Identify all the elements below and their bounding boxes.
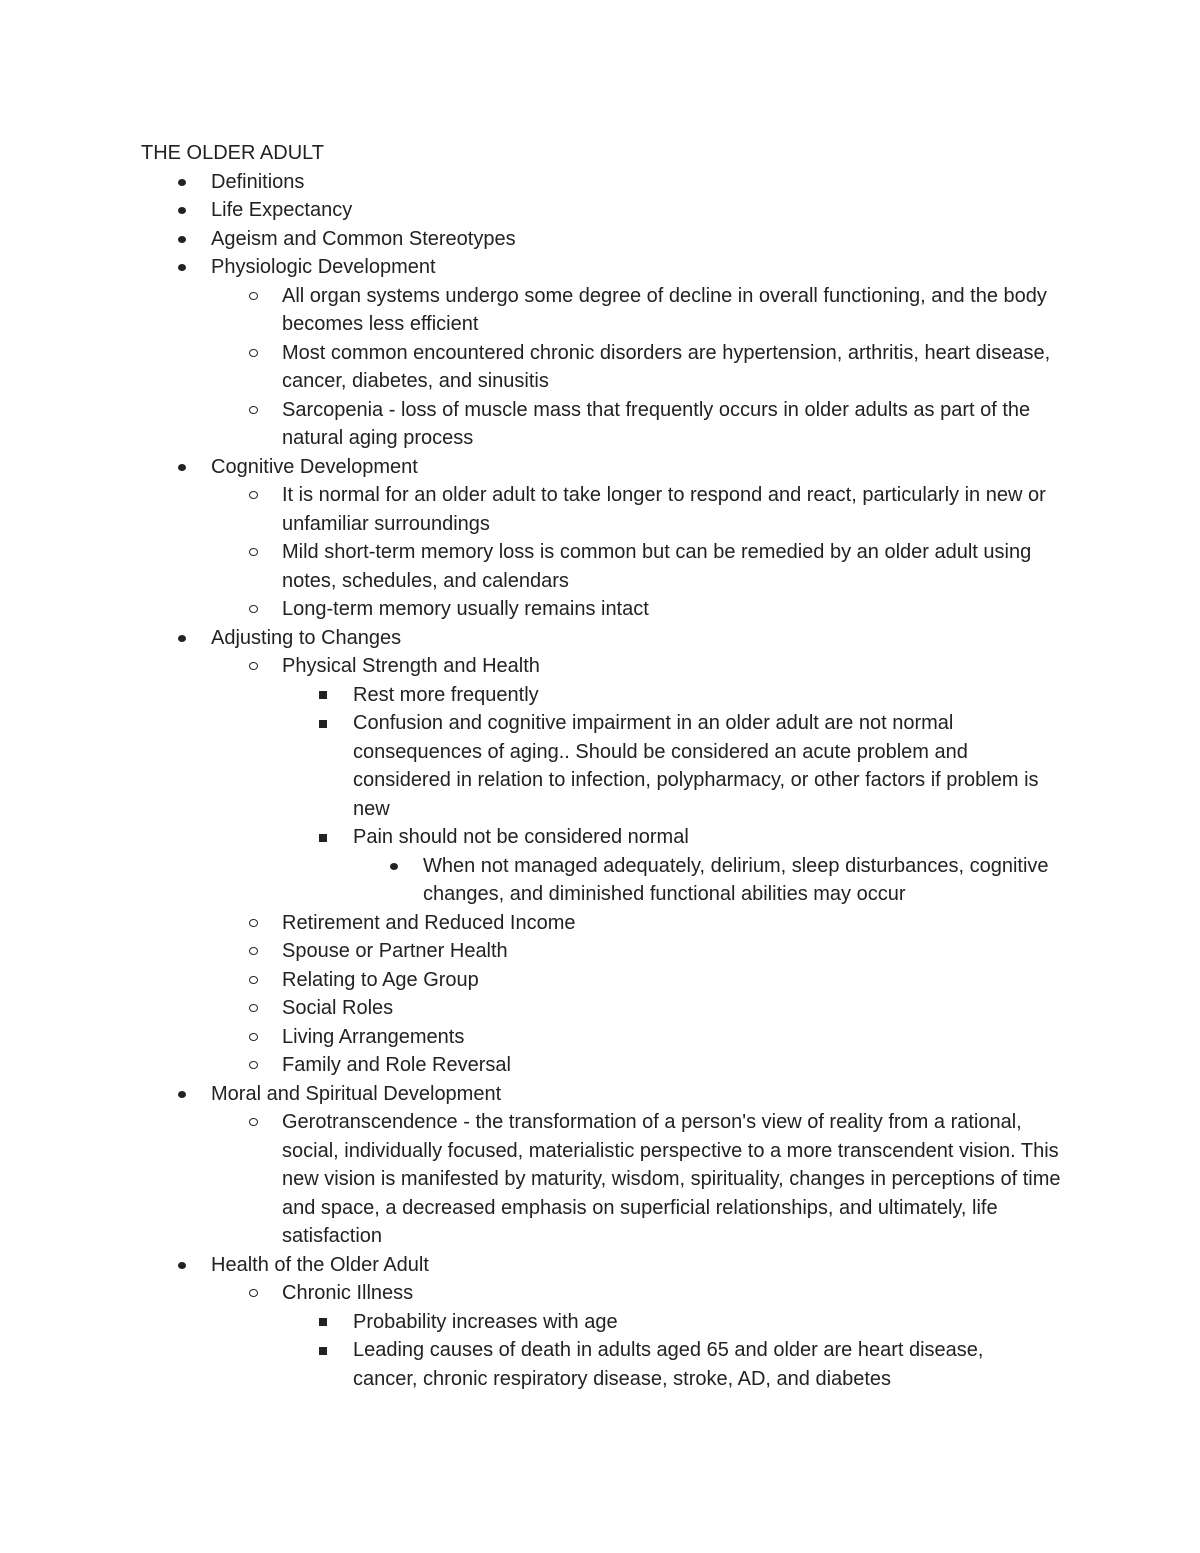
list-item: [0, 823, 1200, 909]
list-item-text: Physical Strength and Health: [282, 655, 540, 677]
list-item: [0, 652, 1200, 909]
list-item: [0, 282, 1200, 339]
bullet-ring-icon: [249, 1061, 258, 1069]
list-item-text: Retirement and Reduced Income: [282, 911, 576, 934]
list-item-text: Social Roles: [282, 997, 394, 1019]
outline-level-2: [0, 1108, 1200, 1251]
page-title: THE OLDER ADULT: [141, 142, 324, 164]
bullet-square-icon: [319, 834, 327, 842]
list-item: [0, 481, 1200, 538]
bullet-ring-icon: [249, 1118, 258, 1126]
list-item-text: Pain should not be considered normal: [353, 826, 689, 848]
bullet-ring-icon: [249, 662, 258, 670]
bullet-dot-icon: [178, 464, 186, 471]
list-item-text: Physiologic Development: [211, 256, 436, 278]
list-item-text: Chronic Illness: [282, 1282, 414, 1304]
bullet-ring-icon: [249, 919, 258, 927]
bullet-dot-icon: [178, 207, 186, 214]
list-item-text: Adjusting to Changes: [211, 626, 402, 649]
list-item-text: Ageism and Common Stereotypes: [211, 227, 516, 250]
bullet-ring-icon: [249, 605, 258, 613]
bullet-dot-icon: [178, 1262, 186, 1269]
list-item: [0, 168, 1200, 197]
list-item-text: Moral and Spiritual Development: [211, 1082, 502, 1105]
bullet-dot-icon: [178, 264, 186, 271]
outline-level-3: [0, 1308, 1200, 1394]
bullet-square-icon: [319, 691, 327, 699]
list-item: [0, 339, 1200, 396]
bullet-dot-icon: [178, 236, 186, 243]
bullet-ring-icon: [249, 491, 258, 499]
list-item-text: It is normal for an older adult to take longer to respond and react, particularly in new or unfamiliar surroundings: [282, 484, 1046, 535]
list-item-text: Sarcopenia - loss of muscle mass that frequently occurs in older adults as part of the natural aging process: [282, 398, 1031, 449]
bullet-ring-icon: [249, 1289, 258, 1297]
outline-level-2: [0, 1279, 1200, 1393]
bullet-square-icon: [319, 1318, 327, 1326]
list-item-text: Spouse or Partner Health: [282, 940, 508, 962]
list-item: [0, 1051, 1200, 1080]
outline-level-1: [0, 168, 1200, 1394]
outline-level-2: [0, 652, 1200, 1080]
list-item: [0, 595, 1200, 624]
list-item: [0, 681, 1200, 710]
list-item: [0, 909, 1200, 938]
bullet-dot-icon: [178, 635, 186, 642]
list-item-text: Mild short-term memory loss is common but can be remedied by an older adult using notes, schedules, and calendars: [282, 541, 1032, 592]
list-item: [0, 538, 1200, 595]
list-item-text: Gerotranscendence - the transformation of a person's view of reality from a rational, social, individually focused, materialistic perspective to a more transcendent vision. This new vision is manifested by maturity, wisdom, spirituality, changes in perceptions of time and space, a decreased emphasis on superficial relationships, and ultimately, life satisfaction: [282, 1111, 1061, 1247]
list-item-text: Long-term memory usually remains intact: [282, 598, 649, 620]
list-item: [0, 196, 1200, 225]
list-item: [0, 624, 1200, 1080]
list-item-text: Relating to Age Group: [282, 968, 479, 991]
bullet-square-icon: [319, 720, 327, 728]
list-item: [0, 1336, 1200, 1393]
bullet-dot-icon: [178, 179, 186, 186]
list-item-text: Leading causes of death in adults aged 65 and older are heart disease, cancer, chronic respiratory disease, stroke, AD, and diabetes: [353, 1339, 984, 1390]
list-item: [0, 1279, 1200, 1393]
list-item-text: Living Arrangements: [282, 1025, 465, 1048]
bullet-ring-icon: [249, 947, 258, 955]
list-item: [0, 1080, 1200, 1251]
list-item-text: Life Expectancy: [211, 199, 353, 221]
list-item: [0, 1308, 1200, 1337]
list-item: [0, 852, 1200, 909]
list-item: [0, 709, 1200, 823]
list-item: [0, 1023, 1200, 1052]
list-item: [0, 253, 1200, 453]
bullet-ring-icon: [249, 349, 258, 357]
outline-list: [0, 168, 1200, 1394]
list-item: [0, 225, 1200, 254]
list-item-text: Health of the Older Adult: [211, 1253, 429, 1276]
outline-level-2: [0, 282, 1200, 453]
list-item: [0, 396, 1200, 453]
list-item: [0, 1108, 1200, 1251]
bullet-ring-icon: [249, 1033, 258, 1041]
list-item-text: Probability increases with age: [353, 1310, 618, 1333]
bullet-ring-icon: [249, 406, 258, 414]
list-item-text: Cognitive Development: [211, 455, 418, 478]
bullet-ring-icon: [249, 976, 258, 984]
bullet-ring-icon: [249, 548, 258, 556]
list-item: [0, 453, 1200, 624]
list-item: [0, 966, 1200, 995]
outline-level-4: [0, 852, 1200, 909]
bullet-ring-icon: [249, 1004, 258, 1012]
bullet-square-icon: [319, 1347, 327, 1355]
list-item: [0, 937, 1200, 966]
bullet-dot-icon: [390, 863, 398, 870]
bullet-dot-icon: [178, 1091, 186, 1098]
list-item-text: Rest more frequently: [353, 683, 539, 706]
list-item-text: Confusion and cognitive impairment in an older adult are not normal consequences of aging.. Should be considered an acute problem and considered in relation to infection, polypharmacy, or other factors if problem is new: [353, 712, 1039, 820]
outline-level-2: [0, 481, 1200, 624]
outline-level-3: [0, 681, 1200, 909]
list-item-text: When not managed adequately, delirium, sleep disturbances, cognitive changes, and diminished functional abilities may occur: [423, 854, 1049, 905]
list-item: [0, 1251, 1200, 1394]
list-item-text: Definitions: [211, 170, 305, 193]
list-item-text: All organ systems undergo some degree of decline in overall functioning, and the body becomes less efficient: [282, 284, 1047, 335]
bullet-ring-icon: [249, 292, 258, 300]
list-item-text: Most common encountered chronic disorders are hypertension, arthritis, heart disease, cancer, diabetes, and sinusitis: [282, 341, 1051, 392]
list-item: [0, 994, 1200, 1023]
list-item-text: Family and Role Reversal: [282, 1054, 511, 1076]
